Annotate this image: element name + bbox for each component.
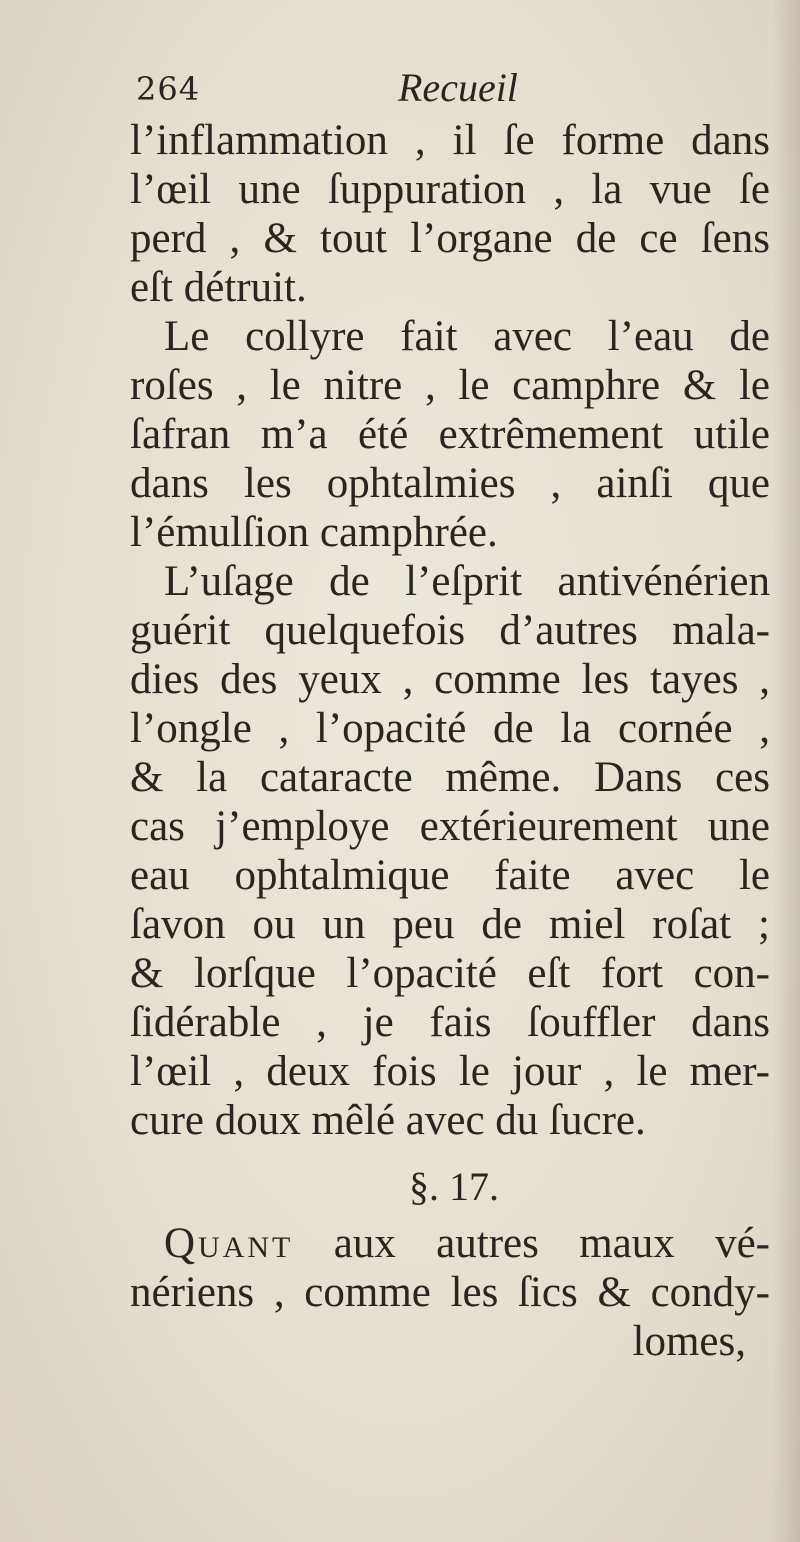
page-header [136,64,696,114]
text-line: ſavon ou un peu de miel roſat ; [130,901,770,948]
page-edge-shadow [772,0,800,1542]
text-line: Le collyre fait avec l’eau de [164,313,770,360]
catchword: lomes, [632,1318,746,1365]
running-title: Recueil [398,65,518,110]
body-text [130,116,770,1366]
section-heading: §. 17. [409,1164,499,1209]
text-line: cure doux mêlé avec du ſucre. [130,1097,646,1144]
text-line: eau ophtalmique faite avec le [130,852,770,899]
page-number: 264 [136,70,201,108]
text-line: dans les ophtalmies , ainſi que [130,460,770,507]
text-line: l’inflammation , il ſe forme dans [130,117,770,164]
text-fragment: aux autres maux vé- [333,1220,770,1267]
text-line: cas j’employe extérieurement une [130,803,770,850]
text-line: perd , & tout l’organe de ce ſens [130,215,770,262]
text-line: l’ongle , l’opacité de la cornée , [130,705,770,752]
text-line: ſidérable , je fais ſouffler dans [130,999,770,1046]
text-line: ſafran m’a été extrêmement utile [130,411,770,458]
text-line: l’œil , deux fois le jour , le mer- [130,1048,770,1095]
text-line [130,1219,770,1268]
drop-word: Quant [164,1220,294,1267]
text-line: dies des yeux , comme les tayes , [130,656,770,703]
text-line: nériens , comme les ſics & condy- [130,1269,770,1316]
text-line: eſt détruit. [130,264,307,311]
text-line: & la cataracte même. Dans ces [130,754,770,801]
text-line: l’émulſion camphrée. [130,509,498,556]
text-line: l’œil une ſuppuration , la vue ſe [130,166,770,213]
text-line: guérit quelquefois d’autres mala- [130,607,770,654]
text-line: roſes , le nitre , le camphre & le [130,362,770,409]
text-line: & lorſque l’opacité eſt fort con- [130,950,770,997]
text-line: L’uſage de l’eſprit antivénérien [164,558,770,605]
